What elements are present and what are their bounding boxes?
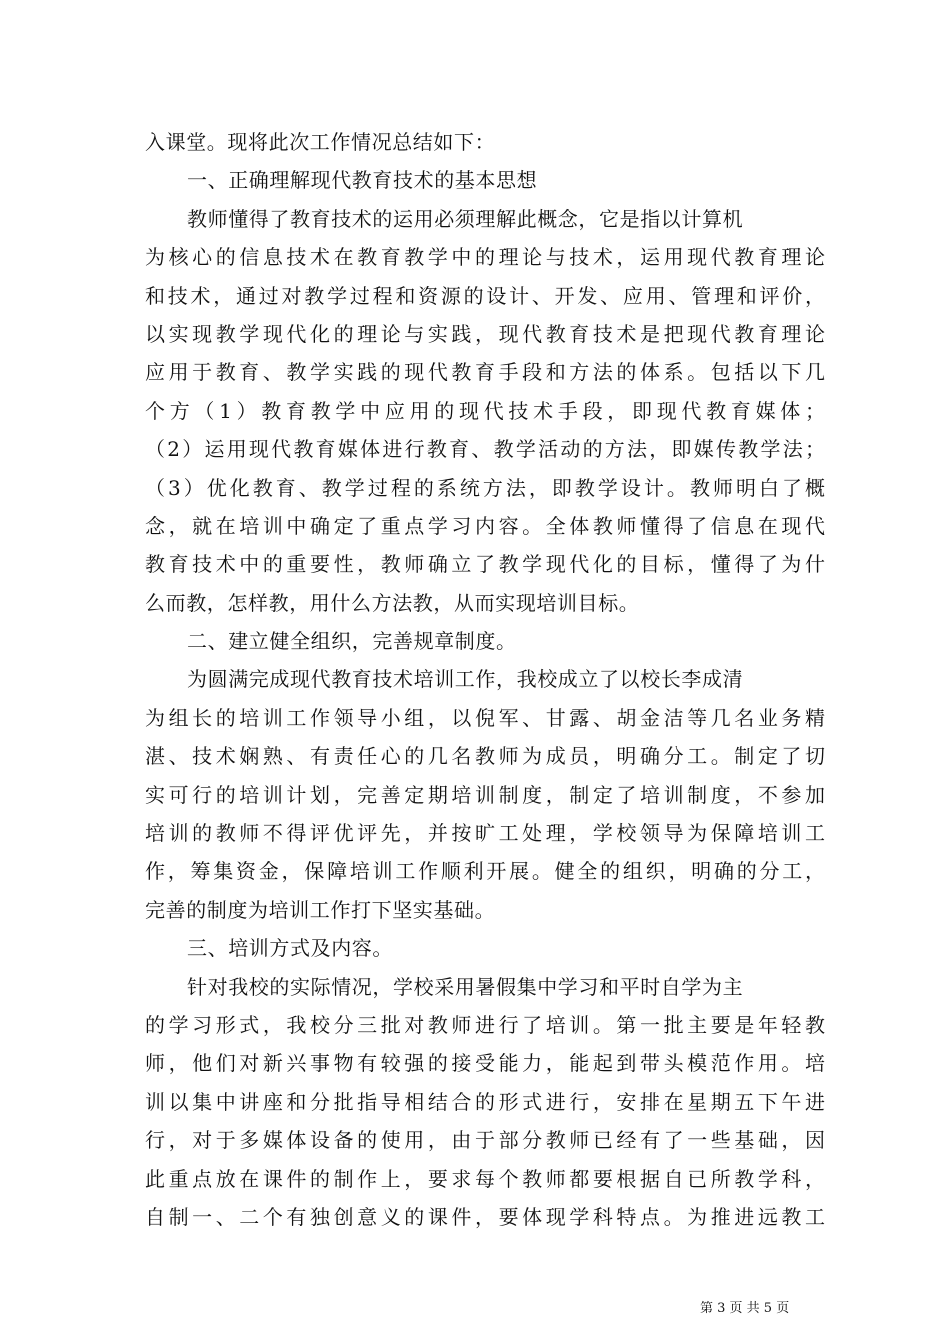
text-line: 为圆满完成现代教育技术培训工作，我校成立了以校长李成清	[187, 667, 744, 692]
section-heading-3: 三、培训方式及内容。	[187, 936, 393, 961]
text-line: 完善的制度为培训工作打下坚实基础。	[145, 897, 496, 922]
text-line: 此重点放在课件的制作上，要求每个教师都要根据自已所教学科，	[145, 1166, 825, 1191]
text-line: 师，他们对新兴事物有较强的接受能力，能起到带头模范作用。培	[145, 1051, 825, 1076]
text-line: 为核心的信息技术在教育教学中的理论与技术，运用现代教育理论	[145, 245, 825, 270]
text-line: 行，对于多媒体设备的使用，由于部分教师已经有了一些基础，因	[145, 1128, 825, 1153]
text-line: 的学习形式，我校分三批对教师进行了培训。第一批主要是年轻教	[145, 1012, 825, 1037]
text-line: 念，就在培训中确定了重点学习内容。全体教师懂得了信息在现代	[145, 513, 825, 538]
text-line: （2）运用现代教育媒体进行教育、教学活动的方法，即媒传教学法；	[145, 437, 825, 462]
text-line: 应用于教育、教学实践的现代教育手段和方法的体系。包括以下几	[145, 360, 825, 385]
text-line: 和技术，通过对教学过程和资源的设计、开发、应用、管理和评价，	[145, 283, 825, 308]
text-line: 入课堂。现将此次工作情况总结如下：	[145, 130, 496, 154]
text-line: 实可行的培训计划，完善定期培训制度，制定了培训制度，不参加	[145, 782, 825, 807]
text-line: 培训的教师不得评优评先，并按旷工处理，学校领导为保障培训工	[145, 821, 825, 846]
text-line: 么而教，怎样教，用什么方法教，从而实现培训目标。	[145, 590, 640, 615]
text-line: （3）优化教育、教学过程的系统方法，即教学设计。教师明白了概	[145, 475, 825, 500]
text-line: 为组长的培训工作领导小组，以倪军、甘露、胡金洁等几名业务精	[145, 705, 825, 730]
body-text	[145, 123, 825, 1236]
text-line: 湛、技术娴熟、有责任心的几名教师为成员，明确分工。制定了切	[145, 744, 825, 769]
text-line: 教师懂得了教育技术的运用必须理解此概念，它是指以计算机	[187, 206, 744, 231]
section-heading-2: 二、建立健全组织，完善规章制度。	[187, 629, 517, 654]
text-line: 自制一、二个有独创意义的课件，要体现学科特点。为推进远教工	[145, 1204, 825, 1229]
text-line: 以实现教学现代化的理论与实践，现代教育技术是把现代教育理论	[145, 321, 825, 346]
text-line: 针对我校的实际情况，学校采用暑假集中学习和平时自学为主	[187, 974, 744, 999]
text-line: 训以集中讲座和分批指导相结合的形式进行，安排在星期五下午进	[145, 1089, 825, 1114]
section-heading-1: 一、正确理解现代教育技术的基本思想	[187, 168, 538, 193]
text-line: 个方（1）教育教学中应用的现代技术手段，即现代教育媒体；	[145, 398, 825, 423]
text-line: 教育技术中的重要性，教师确立了教学现代化的目标，懂得了为什	[145, 552, 825, 577]
page-number: 第 3 页 共 5 页	[700, 1301, 790, 1316]
text-line: 作，筹集资金，保障培训工作顺利开展。健全的组织，明确的分工，	[145, 859, 825, 884]
